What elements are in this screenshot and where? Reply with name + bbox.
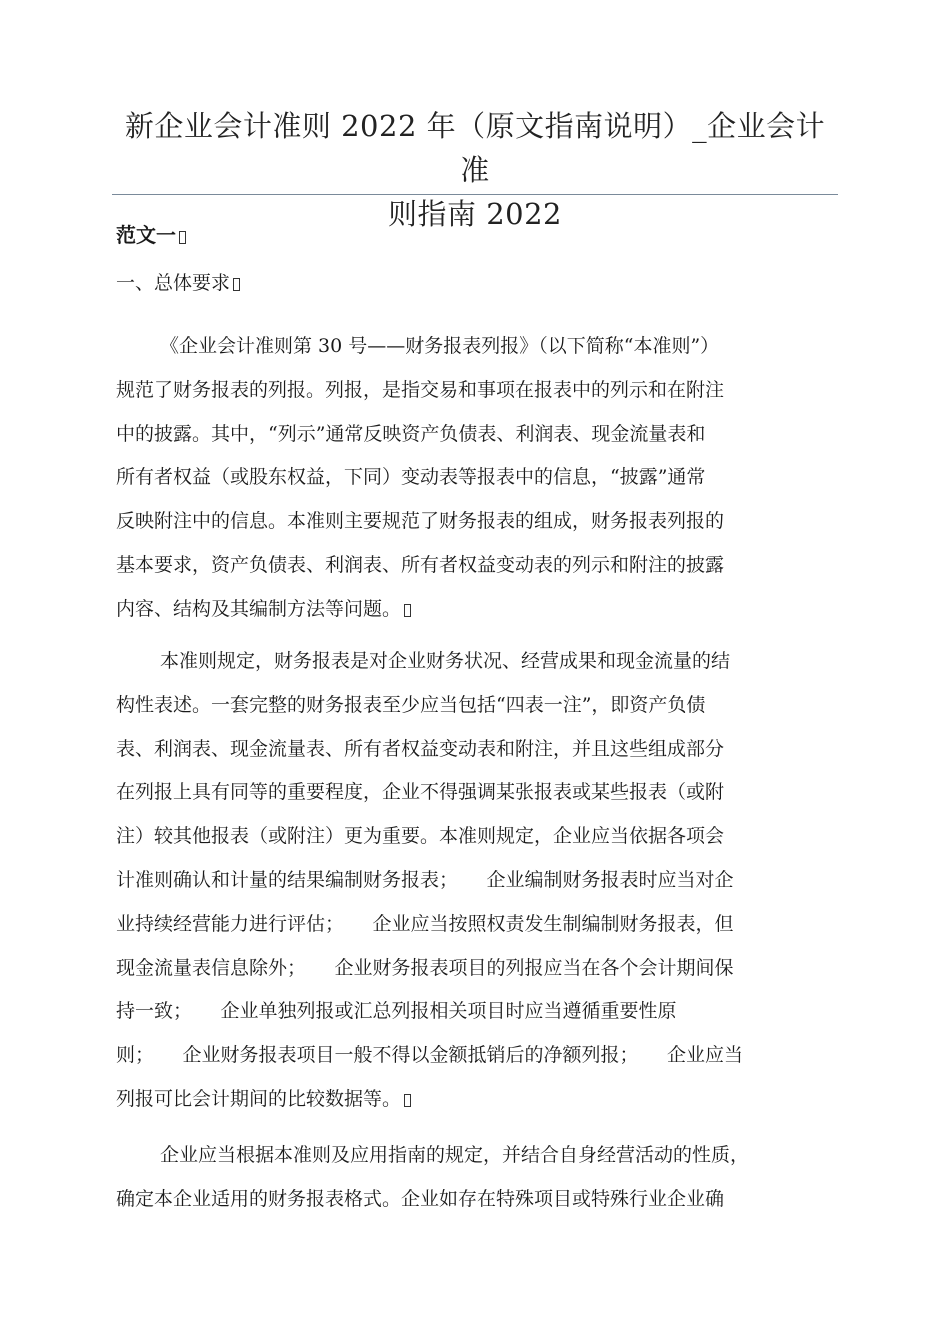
document-title: [112, 104, 838, 236]
paragraph-line: 构性表述。一套完整的财务报表至少应当包括“四表一注”，即资产负债: [116, 693, 706, 716]
paragraph-line: 所有者权益（或股东权益，下同）变动表等报表中的信息，“披露”通常: [116, 466, 706, 489]
paragraph-mark-icon: [233, 278, 240, 291]
sub-heading: 一、总体要求: [116, 268, 240, 295]
paragraph-line: 在列报上具有同等的重要程度，企业不得强调某张报表或某些报表（或附: [116, 781, 725, 804]
paragraph-line: 业持续经营能力进行评估； 企业应当按照权责发生制编制财务报表，但: [116, 912, 734, 935]
paragraph-line: 则； 企业财务报表项目一般不得以金额抵销后的净额列报； 企业应当: [116, 1044, 744, 1067]
paragraph-line: 基本要求，资产负债表、利润表、所有者权益变动表的列示和附注的披露: [116, 553, 725, 576]
paragraph-line: 反映附注中的信息。本准则主要规范了财务报表的组成，财务报表列报的: [116, 510, 725, 533]
paragraph-3: [116, 1134, 836, 1222]
paragraph-line: 规范了财务报表的列报。列报，是指交易和事项在报表中的列示和在附注: [116, 378, 725, 401]
paragraph-line: 表、利润表、现金流量表、所有者权益变动表和附注，并且这些组成部分: [116, 737, 725, 760]
paragraph-line: 现金流量表信息除外； 企业财务报表项目的列报应当在各个会计期间保: [116, 956, 734, 979]
paragraph-line: 持一致； 企业单独列报或汇总列报相关项目时应当遵循重要性原: [116, 1000, 677, 1023]
paragraph-line: 内容、结构及其编制方法等问题。: [116, 588, 836, 632]
paragraph-line: 《企业会计准则第 30 号——财务报表列报》（以下简称“本准则”）: [160, 335, 720, 357]
paragraph-mark-icon: [179, 231, 186, 244]
paragraph-line: 企业应当根据本准则及应用指南的规定，并结合自身经营活动的性质，: [160, 1144, 750, 1166]
paragraph-line: 中的披露。其中，“列示”通常反映资产负债表、利润表、现金流量表和: [116, 422, 706, 445]
paragraph-line: 列报可比会计期间的比较数据等。: [116, 1078, 836, 1122]
paragraph-line: 计准则确认和计量的结果编制财务报表； 企业编制财务报表时应当对企: [116, 868, 734, 891]
document-title-line-1: 新企业会计准则 2022 年（原文指南说明）_企业会计准: [124, 109, 826, 187]
paragraph-2: [116, 640, 836, 1122]
paragraph-mark-icon: [404, 604, 411, 617]
paragraph-line: 本准则规定，财务报表是对企业财务状况、经营成果和现金流量的结: [160, 650, 731, 672]
section-heading: 范文一: [116, 219, 186, 248]
paragraph-line: 确定本企业适用的财务报表格式。企业如存在特殊项目或特殊行业企业确: [116, 1187, 725, 1210]
paragraph-line: 注）较其他报表（或附注）更为重要。本准则规定，企业应当依据各项会: [116, 825, 725, 848]
paragraph-1: [116, 325, 836, 632]
paragraph-mark-icon: [404, 1094, 411, 1107]
title-divider: [112, 194, 838, 195]
document-title-line-2: 则指南 2022: [387, 197, 563, 231]
